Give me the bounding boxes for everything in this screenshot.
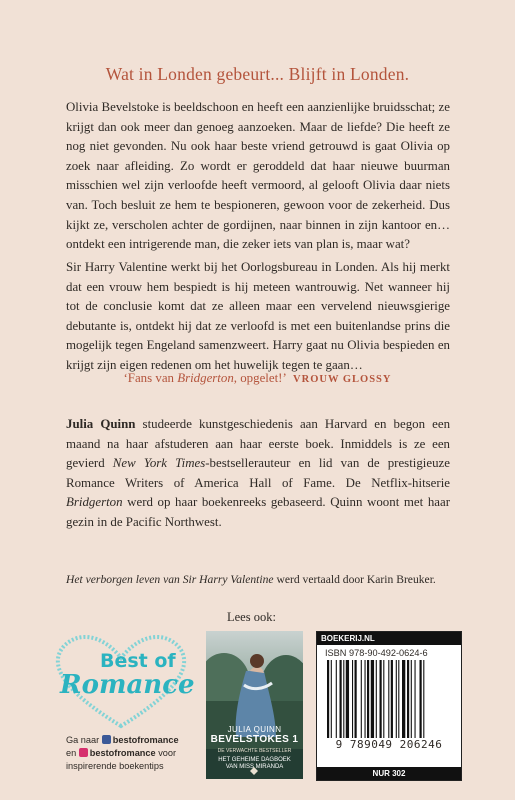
quote-text-pre: ‘Fans van	[123, 371, 178, 385]
facebook-handle[interactable]: bestofromance	[112, 735, 179, 745]
logo-line-2: Romance	[60, 670, 195, 700]
bio-nyt: New York Times	[112, 456, 206, 471]
cover-small-text: DE VERWACHTE BESTSELLER	[217, 748, 292, 754]
review-quote	[0, 371, 515, 386]
instagram-handle[interactable]: bestofromance	[89, 748, 156, 758]
bio-text-1: studeerde kunstgeschiedenis aan Harvard en begon een maand na haar afstuderen aan haar eerste boek. Inmiddels is ze een gevierd	[66, 417, 451, 471]
related-book-cover	[206, 631, 303, 779]
cover-title-line-1: HET GEHEIME DAGBOEK	[218, 757, 291, 763]
barcode-bars	[327, 660, 451, 738]
translation-credit	[66, 573, 466, 586]
lees-ook-label: Lees ook:	[227, 610, 276, 624]
quote-text-post: , opgelet!’	[233, 371, 286, 385]
barcode-block	[316, 631, 462, 781]
headline: Wat in Londen gebeurt... Blijft in Londen.	[105, 64, 410, 84]
ga-naar-text: Ga naar	[66, 735, 102, 745]
cover-title	[208, 757, 301, 771]
bio-series: Bridgerton	[66, 495, 123, 510]
instagram-icon	[79, 748, 88, 757]
bio-text-2: -bestsellerauteur en lid van de prestigieuze Romance Writers of America Hall of Fame. De Netflix-hitserie	[66, 456, 450, 490]
synopsis-paragraph-2: Sir Harry Valentine werkt bij het Oorlogsbureau in Londen. Als hij merkt dat een vrouw hem bespiedt is hij meteen wantrouwig. Net wanneer hij tot de conclusie komt dat ze alleen maar een vervelend nieuwsgierige debutante is, ontdekt hij dat ze verloofd is met een buitenlandse prins die mogelijk tegen Engeland samenzweert. Harry gaat nu Olivia bespieden en krijgt zijn eigen redenen om het huwelijk tegen te gaan…	[66, 260, 450, 372]
logo-line-1: Best of	[100, 650, 176, 672]
voor-text: voor	[155, 748, 177, 758]
synopsis-paragraph-1: Olivia Bevelstoke is beeldschoon en heeft een aanzienlijke bruidsschat; ze krijgt dan ook meer dan genoeg aanzoeken. Maar de liefde? Die heeft ze nog niet gevonden. Nu ook haar beste vriend getrouwd is gaat Olivia op zoek naar afleiding. Zo wordt er geroddeld dat haar nieuwe buurman misschien wel zijn verloofde heeft vermoord, al gelooft Olivia daar niets van. Toch besluit ze hem te bespioneren, gewoon voor de zekerheid. Dus kijkt ze, verscholen achter de gordijnen, naar binnen in zijn kantoor en… ontdekt een intrigerende man, die zeker iets van plan is, maar wat?	[66, 100, 450, 252]
social-links	[66, 734, 216, 773]
credit-title: Het verborgen leven van Sir Harry Valentine	[66, 573, 274, 586]
quote-source: VROUW GLOSSY	[293, 374, 392, 385]
barcode-digits: 9 789049 206246	[335, 738, 443, 751]
isbn-text: ISBN 978-90-492-0624-6	[325, 648, 428, 658]
quote-italic: Bridgerton	[177, 371, 234, 385]
author-bio	[66, 415, 450, 533]
cover-title-line-2: VAN MISS MIRANDA	[225, 764, 284, 770]
nur-code: NUR 302	[317, 767, 461, 780]
publisher-label: BOEKERIJ.NL	[317, 632, 461, 645]
author-name: Julia Quinn	[66, 417, 136, 431]
best-of-romance-logo	[42, 630, 200, 730]
credit-rest: werd vertaald door Karin Breuker.	[273, 573, 436, 586]
bio-text-3: werd op haar boekenreeks gebaseerd. Quinn woont met haar gezin in de Pacific Northwest.	[66, 495, 450, 529]
tips-text: inspirerende boekentips	[66, 761, 164, 771]
cover-author: JULIA QUINN	[227, 725, 282, 734]
en-text: en	[66, 748, 79, 758]
cover-series: BEVELSTOKES 1	[210, 734, 299, 745]
facebook-icon	[102, 735, 111, 744]
